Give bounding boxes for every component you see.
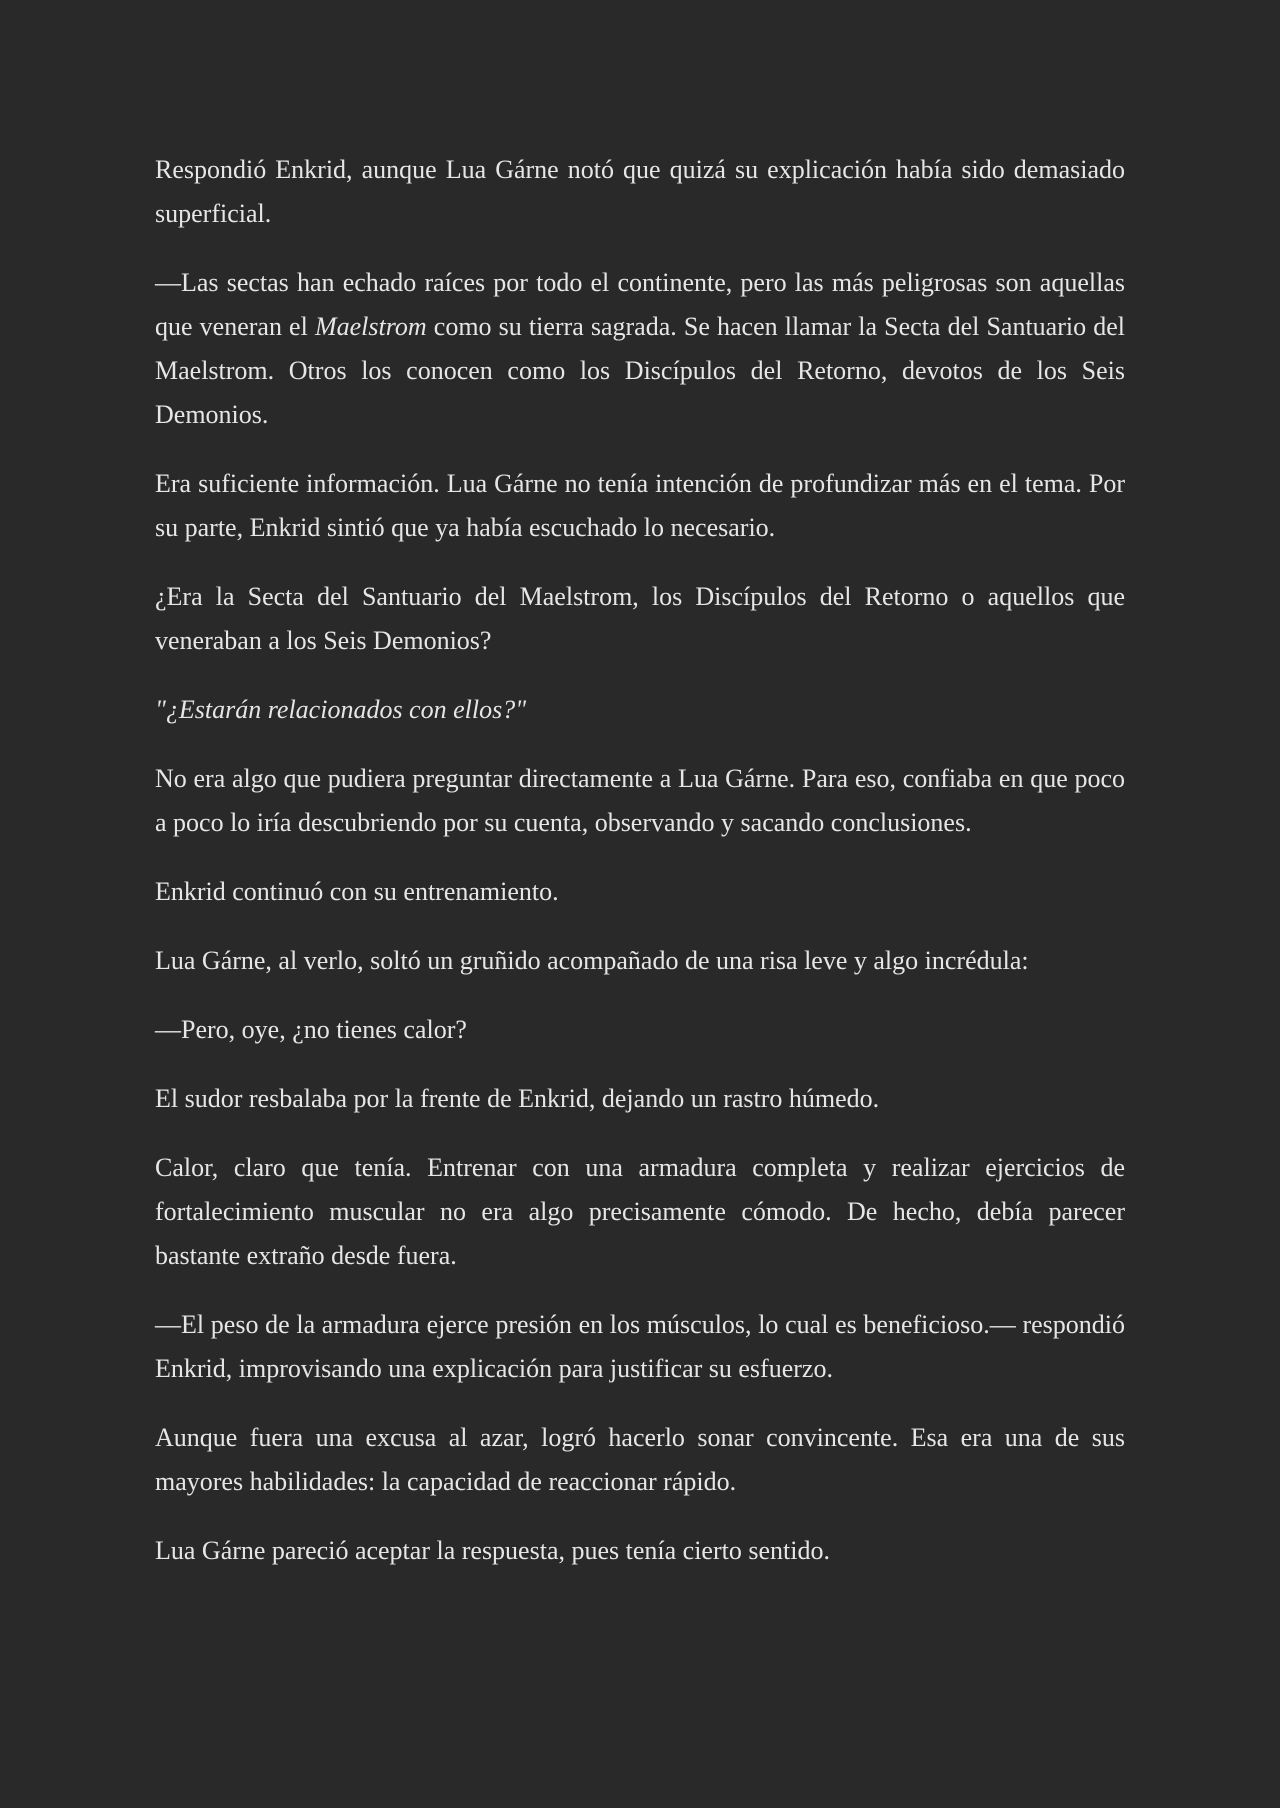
paragraph-11: Calor, claro que tenía. Entrenar con una armadura completa y realizar ejercicios de fortalecimiento muscular no era algo precisamente cómodo. De hecho, debía parecer bastante extraño desde fuera. xyxy=(155,1153,1125,1270)
italic-thought-text: "¿Estarán relacionados con ellos?" xyxy=(155,695,527,724)
paragraph-8: Lua Gárne, al verlo, soltó un gruñido acompañado de una risa leve y algo incrédula: xyxy=(155,946,1029,975)
paragraph-1: Respondió Enkrid, aunque Lua Gárne notó que quizá su explicación había sido demasiado superficial. xyxy=(155,155,1125,228)
paragraph-3: Era suficiente información. Lua Gárne no tenía intención de profundizar más en el tema. Por su parte, Enkrid sintió que ya había escuchado lo necesario. xyxy=(155,469,1125,542)
paragraph-4: ¿Era la Secta del Santuario del Maelstrom, los Discípulos del Retorno o aquellos que veneraban a los Seis Demonios? xyxy=(155,582,1125,655)
chapter-text xyxy=(155,148,1125,1573)
paragraph-14: Lua Gárne pareció aceptar la respuesta, pues tenía cierto sentido. xyxy=(155,1536,830,1565)
italic-thought xyxy=(155,688,1125,732)
paragraph-7: Enkrid continuó con su entrenamiento. xyxy=(155,877,559,906)
paragraph-2 xyxy=(155,261,1125,437)
paragraph-9: —Pero, oye, ¿no tienes calor? xyxy=(155,1015,467,1044)
maelstrom-emphasis: Maelstrom xyxy=(314,312,427,341)
paragraph-6: No era algo que pudiera preguntar directamente a Lua Gárne. Para eso, confiaba en que poco a poco lo iría descubriendo por su cuenta, observando y sacando conclusiones. xyxy=(155,764,1125,837)
paragraph-2-text-end: como su tierra sagrada. Se hacen llamar la Secta del Santuario del Maelstrom. Otros los conocen como los Discípulos del Retorno, devotos de los Seis Demonios. xyxy=(155,312,1125,429)
paragraph-13: Aunque fuera una excusa al azar, logró hacerlo sonar convincente. Esa era una de sus mayores habilidades: la capacidad de reaccionar rápido. xyxy=(155,1423,1125,1496)
paragraph-12: —El peso de la armadura ejerce presión en los músculos, lo cual es beneficioso.— respondió Enkrid, improvisando una explicación para justificar su esfuerzo. xyxy=(155,1310,1125,1383)
paragraph-2-text-start: —Las sectas han echado raíces por todo el continente, pero las más peligrosas son aquellas que veneran el xyxy=(155,268,1125,341)
paragraph-10: El sudor resbalaba por la frente de Enkrid, dejando un rastro húmedo. xyxy=(155,1084,880,1113)
